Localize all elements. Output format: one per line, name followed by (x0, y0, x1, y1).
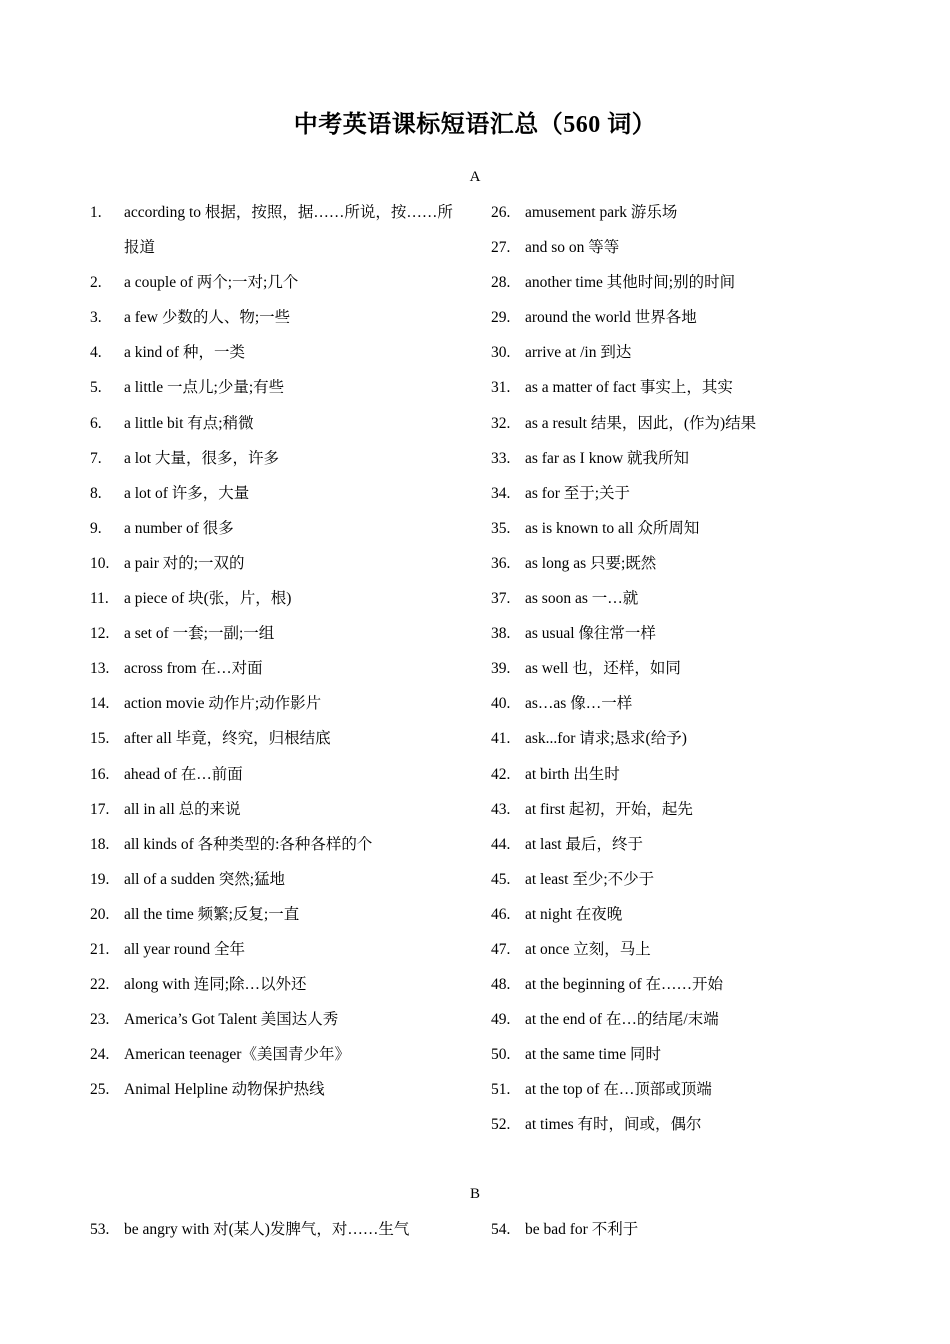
section-letter-b: B (469, 1186, 480, 1202)
phrase-text: America’s Got Talent 美国达人秀 (124, 1011, 339, 1029)
phrase-entry (491, 616, 871, 651)
phrase-text: as usual 像往常一样 (525, 625, 656, 643)
phrase-number: 27. (491, 239, 511, 257)
phrase-number: 28. (491, 274, 511, 292)
phrase-text: ask...for 请求;恳求(给予) (525, 730, 687, 748)
phrase-entry (90, 441, 455, 476)
phrase-number: 23. (90, 1011, 110, 1029)
phrase-entry (90, 1037, 455, 1072)
phrase-number: 49. (491, 1011, 511, 1029)
phrase-text: all of a sudden 突然;猛地 (124, 870, 286, 888)
phrase-number: 54. (491, 1221, 511, 1238)
phrase-text: Animal Helpline 动物保护热线 (124, 1081, 325, 1099)
phrase-entry (90, 546, 455, 581)
phrase-entry (90, 1072, 455, 1107)
phrase-text: ahead of 在…前面 (124, 765, 243, 783)
phrase-entry (90, 757, 455, 792)
phrase-text: and so on 等等 (525, 239, 620, 257)
phrase-number: 17. (90, 800, 110, 818)
phrase-entry (491, 406, 871, 441)
phrase-number: 7. (90, 449, 102, 467)
phrase-number: 5. (90, 379, 102, 397)
phrase-entry (491, 265, 871, 300)
phrase-number: 24. (90, 1046, 110, 1064)
phrase-entry (491, 1107, 871, 1142)
phrase-text: all kinds of 各种类型的:各种各样的个 (124, 835, 373, 853)
phrase-entry (491, 476, 871, 511)
phrase-entry (90, 335, 455, 370)
phrase-number: 44. (491, 835, 511, 853)
phrase-entry (90, 1002, 455, 1037)
phrase-number: 14. (90, 695, 110, 713)
phrase-number: 43. (491, 800, 511, 818)
phrase-entry (90, 300, 455, 335)
phrase-entry (491, 686, 871, 721)
section-b-left-list (90, 1212, 455, 1247)
phrase-number: 19. (90, 870, 110, 888)
phrase-number: 26. (491, 204, 511, 221)
phrase-number: 45. (491, 870, 511, 888)
phrase-entry (90, 686, 455, 721)
phrase-entry (491, 441, 871, 476)
phrase-entry (491, 230, 871, 265)
phrase-text: all year round 全年 (124, 940, 245, 958)
phrase-entry (491, 757, 871, 792)
phrase-entry (90, 1212, 455, 1247)
phrase-entry (90, 721, 455, 756)
phrase-entry (491, 1072, 871, 1107)
phrase-number: 9. (90, 519, 102, 537)
phrase-text: as soon as 一…就 (525, 590, 639, 608)
phrase-text: a couple of 两个;一对;几个 (124, 274, 299, 292)
phrase-entry (491, 511, 871, 546)
phrase-entry (90, 476, 455, 511)
phrase-text: a pair 对的;一双的 (124, 554, 245, 572)
phrase-text: a lot 大量，很多，许多 (124, 449, 279, 467)
phrase-number: 38. (491, 625, 511, 643)
phrase-number: 52. (491, 1116, 511, 1134)
phrase-entry (491, 862, 871, 897)
phrase-number: 16. (90, 765, 110, 783)
phrase-number: 40. (491, 695, 511, 713)
phrase-entry (491, 721, 871, 756)
phrase-text: at night 在夜晚 (525, 905, 623, 923)
phrase-text: as a result 结果，因此，(作为)结果 (525, 414, 757, 432)
phrase-text: at the beginning of 在……开始 (525, 976, 724, 994)
phrase-entry (491, 897, 871, 932)
phrase-entry (491, 1212, 871, 1247)
phrase-number: 53. (90, 1221, 110, 1238)
phrase-text: at birth 出生时 (525, 765, 620, 783)
phrase-number: 32. (491, 414, 511, 432)
phrase-number: 30. (491, 344, 511, 362)
phrase-entry (491, 300, 871, 335)
phrase-number: 51. (491, 1081, 511, 1099)
section-a-left-list (90, 195, 455, 1107)
phrase-number: 41. (491, 730, 511, 748)
phrase-text: as…as 像…一样 (525, 695, 633, 713)
phrase-entry (90, 265, 455, 300)
phrase-entry (90, 406, 455, 441)
phrase-text: after all 毕竟，终究，归根结底 (124, 730, 331, 748)
phrase-text: as far as I know 就我所知 (525, 449, 690, 467)
phrase-text: be angry with 对(某人)发脾气，对……生气 (124, 1221, 410, 1238)
phrase-entry (491, 827, 871, 862)
phrase-number: 3. (90, 309, 102, 327)
phrase-text: around the world 世界各地 (525, 309, 697, 327)
phrase-text: at times 有时，间或，偶尔 (525, 1116, 702, 1134)
phrase-number: 33. (491, 449, 511, 467)
phrase-text: a little 一点儿;少量;有些 (124, 379, 285, 397)
phrase-entry (90, 616, 455, 651)
phrase-entry (491, 546, 871, 581)
phrase-text: as a matter of fact 事实上，其实 (525, 379, 733, 397)
phrase-text: a set of 一套;一副;一组 (124, 625, 275, 643)
phrase-entry (90, 792, 455, 827)
phrase-entry (491, 195, 871, 230)
phrase-entry (491, 581, 871, 616)
phrase-number: 39. (491, 660, 511, 678)
phrase-text: across from 在…对面 (124, 660, 263, 678)
phrase-number: 35. (491, 519, 511, 537)
phrase-entry (491, 1037, 871, 1072)
phrase-number: 20. (90, 905, 110, 923)
section-a-right-list (491, 195, 871, 1143)
phrase-number: 31. (491, 379, 511, 397)
phrase-text: a few 少数的人、物;一些 (124, 309, 291, 327)
phrase-entry (90, 932, 455, 967)
phrase-entry (90, 511, 455, 546)
phrase-entry (491, 335, 871, 370)
phrase-number: 2. (90, 274, 102, 292)
phrase-text: American teenager《美国青少年》 (124, 1046, 350, 1064)
section-letter-a: A (469, 169, 481, 185)
phrase-text: a lot of 许多，大量 (124, 484, 250, 502)
phrase-text: at the end of 在…的结尾/末端 (525, 1011, 719, 1029)
phrase-text: according to 根据，按照，据……所说，按……所报道 (124, 204, 453, 257)
phrase-text: a number of 很多 (124, 519, 234, 537)
phrase-text: at first 起初，开始，起先 (525, 800, 693, 818)
phrase-entry (491, 792, 871, 827)
phrase-entry (491, 1002, 871, 1037)
phrase-number: 34. (491, 484, 511, 502)
phrase-number: 50. (491, 1046, 511, 1064)
phrase-text: as for 至于;关于 (525, 484, 631, 502)
phrase-text: arrive at /in 到达 (525, 344, 632, 362)
phrase-text: all in all 总的来说 (124, 800, 241, 818)
phrase-number: 4. (90, 344, 102, 362)
page-title: 中考英语课标短语汇总（560 词） (293, 112, 657, 138)
phrase-number: 10. (90, 554, 110, 572)
phrase-text: at least 至少;不少于 (525, 870, 655, 888)
phrase-text: as well 也，还样，如同 (525, 660, 681, 678)
phrase-number: 48. (491, 976, 511, 994)
phrase-text: as long as 只要;既然 (525, 554, 657, 572)
phrase-text: a little bit 有点;稍微 (124, 414, 254, 432)
phrase-text: at the top of 在…顶部或顶端 (525, 1081, 712, 1099)
phrase-text: amusement park 游乐场 (525, 204, 678, 221)
phrase-entry (90, 651, 455, 686)
phrase-number: 37. (491, 590, 511, 608)
phrase-number: 29. (491, 309, 511, 327)
phrase-entry (90, 967, 455, 1002)
phrase-number: 46. (491, 905, 511, 923)
phrase-text: as is known to all 众所周知 (525, 519, 700, 537)
phrase-number: 18. (90, 835, 110, 853)
phrase-text: all the time 频繁;反复;一直 (124, 905, 300, 923)
phrase-text: a kind of 种，一类 (124, 344, 245, 362)
phrase-number: 22. (90, 976, 110, 994)
phrase-number: 47. (491, 940, 511, 958)
phrase-entry (90, 581, 455, 616)
phrase-entry (90, 370, 455, 405)
phrase-entry (90, 195, 455, 265)
phrase-number: 1. (90, 204, 102, 221)
phrase-number: 25. (90, 1081, 110, 1099)
phrase-number: 6. (90, 414, 102, 432)
phrase-entry (491, 967, 871, 1002)
phrase-entry (491, 932, 871, 967)
phrase-entry (90, 827, 455, 862)
phrase-number: 42. (491, 765, 511, 783)
phrase-text: another time 其他时间;别的时间 (525, 274, 736, 292)
phrase-text: a piece of 块(张，片，根) (124, 590, 292, 608)
phrase-text: along with 连同;除…以外还 (124, 976, 307, 994)
phrase-entry (90, 897, 455, 932)
phrase-number: 13. (90, 660, 110, 678)
phrase-text: at the same time 同时 (525, 1046, 662, 1064)
phrase-entry (491, 370, 871, 405)
phrase-text: be bad for 不利于 (525, 1221, 639, 1238)
section-b-right-list (491, 1212, 871, 1247)
phrase-number: 8. (90, 484, 102, 502)
phrase-entry (90, 862, 455, 897)
phrase-text: action movie 动作片;动作影片 (124, 695, 322, 713)
phrase-number: 21. (90, 940, 110, 958)
phrase-text: at last 最后，终于 (525, 835, 643, 853)
phrase-number: 12. (90, 625, 110, 643)
phrase-number: 36. (491, 554, 511, 572)
phrase-number: 15. (90, 730, 110, 748)
phrase-entry (491, 651, 871, 686)
phrase-number: 11. (90, 590, 109, 608)
phrase-text: at once 立刻，马上 (525, 940, 651, 958)
